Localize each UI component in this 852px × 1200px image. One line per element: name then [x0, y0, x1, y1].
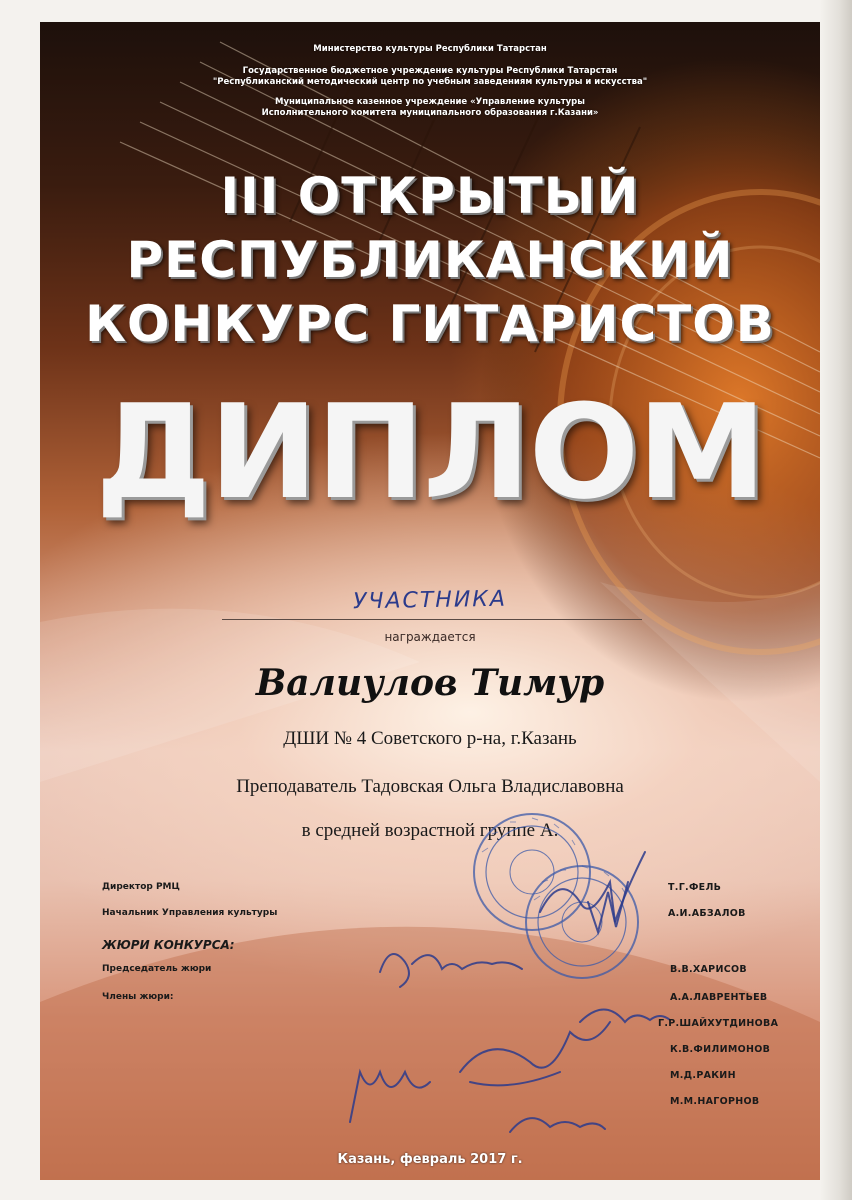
contest-title-line-1: III ОТКРЫТЫЙ [220, 167, 640, 225]
jury-member-name: А.А.ЛАВРЕНТЬЕВ [670, 992, 768, 1003]
awarded-label: награждается [384, 630, 476, 644]
jury-heading: ЖЮРИ КОНКУРСА: [102, 938, 235, 952]
recipient-name: Валиулов Тимур [255, 662, 605, 704]
head-label: Начальник Управления культуры [102, 908, 278, 918]
director-name: Т.Г.ФЕЛЬ [668, 882, 722, 893]
municipal-line-2: Исполнительного комитета муниципального образования г.Казани» [261, 108, 599, 118]
age-group-line: в средней возрастной группе А. [301, 820, 559, 841]
members-label: Члены жюри: [102, 992, 174, 1002]
jury-member-name: К.В.ФИЛИМОНОВ [670, 1044, 771, 1055]
signatures [40, 22, 820, 1180]
contest-title-line-2: РЕСПУБЛИКАНСКИЙ [126, 231, 734, 289]
jury-member-name: М.Д.РАКИН [670, 1070, 736, 1081]
director-label: Директор РМЦ [102, 882, 180, 892]
municipal-line-1: Муниципальное казенное учреждение «Управление культуры [275, 97, 585, 107]
chair-label: Председатель жюри [102, 964, 212, 974]
head-name: А.И.АБЗАЛОВ [668, 908, 746, 919]
ministry-line: Министерство культуры Республики Татарстан [313, 44, 547, 54]
teacher-line: Преподаватель Тадовская Ольга Владиславовна [236, 776, 624, 797]
school-line: ДШИ № 4 Советского р-на, г.Казань [283, 728, 577, 749]
document-type-heading: ДИПЛОМ [95, 376, 765, 528]
handwritten-status: УЧАСТНИКА [352, 586, 508, 615]
diploma-sheet [40, 22, 820, 1180]
jury-member-name: М.М.НАГОРНОВ [670, 1096, 760, 1107]
scan-edge [820, 0, 852, 1200]
institution-line-2: "Республиканский методический центр по учебным заведениям культуры и искусства" [212, 77, 648, 87]
institution-line-1: Государственное бюджетное учреждение культуры Республики Татарстан [242, 66, 618, 76]
jury-member-name: Г.Р.ШАЙХУТДИНОВА [658, 1018, 779, 1029]
contest-title-line-3: КОНКУРС ГИТАРИСТОВ [85, 295, 775, 353]
place-date-footer: Казань, февраль 2017 г. [337, 1152, 523, 1167]
chair-name: В.В.ХАРИСОВ [670, 964, 747, 975]
